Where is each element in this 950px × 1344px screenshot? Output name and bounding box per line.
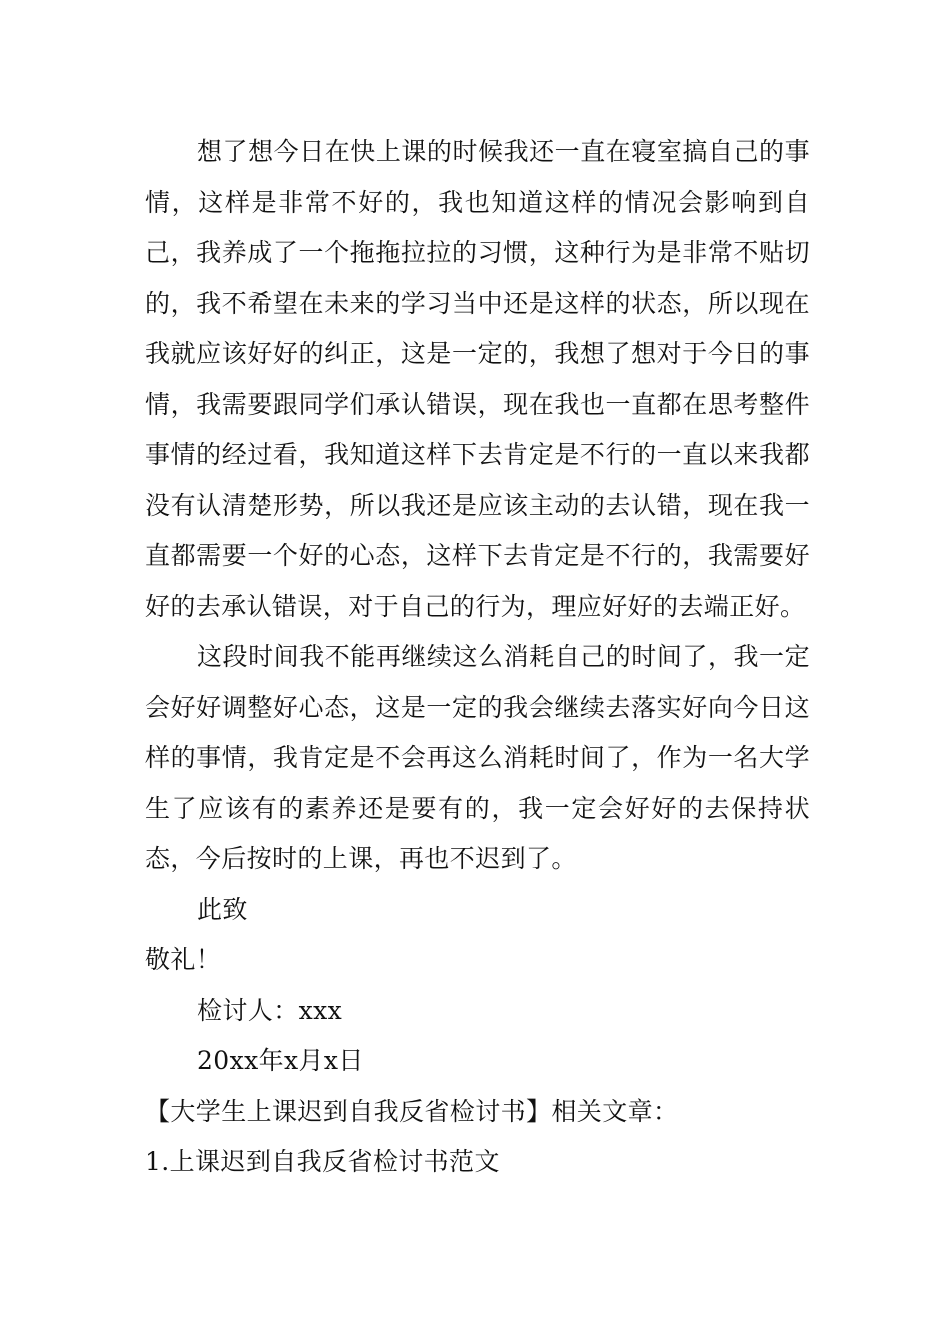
related-article-link[interactable]: 1.上课迟到自我反省检讨书范文 xyxy=(145,1147,500,1176)
salute-text: 敬礼！ xyxy=(145,945,222,974)
body-paragraph: 这段时间我不能再继续这么消耗自己的时间了，我一定会好好调整好心态，这是一定的我会继续去落实好向今日这样的事情，我肯定是不会再这么消耗时间了，作为一名大学生了应该有的素养还是要有的，我一定会好好的去保持状态，今后按时的上课，再也不迟到了。 xyxy=(145,642,810,873)
closing-text: 此致 xyxy=(197,894,248,924)
date-text: 20xx年x月x日 xyxy=(197,1046,364,1075)
body-paragraph: 想了想今日在快上课的时候我还一直在寝室搞自己的事情，这样是非常不好的，我也知道这样的情况会影响到自己，我养成了一个拖拖拉拉的习惯，这种行为是非常不贴切的，我不希望在未来的学习当中还是这样的状态，所以现在我就应该好好的纠正，这是一定的，我想了想对于今日的事情，我需要跟同学们承认错误，现在我也一直都在思考整件事情的经过看，我知道这样下去肯定是不行的一直以来我都没有认清楚形势，所以我还是应该主动的去认错，现在我一直都需要一个好的心态，这样下去肯定是不行的，我需要好好的去承认错误，对于自己的行为，理应好好的去端正好。 xyxy=(145,137,810,621)
signer-text: 检讨人：xxx xyxy=(197,995,343,1025)
related-heading: 【大学生上课迟到自我反省检讨书】相关文章： xyxy=(145,1096,679,1126)
document-page xyxy=(145,127,810,1188)
